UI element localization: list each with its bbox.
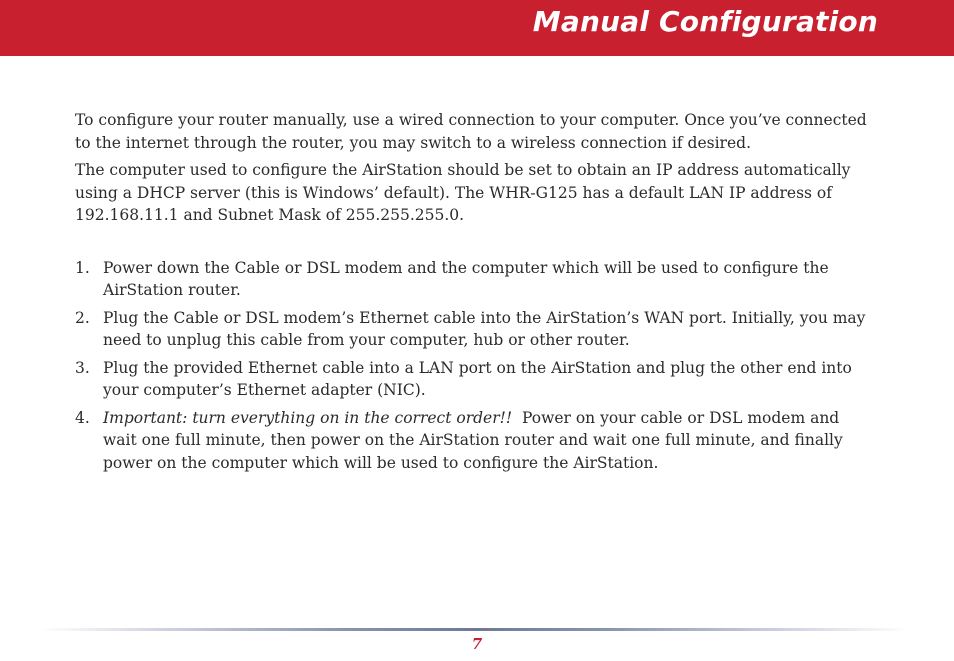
intro-paragraph-1: To configure your router manually, use a wired connection to your computer. Once you’ve connected to the internet through the router, you may switch to a wireless connection if desired. [75, 111, 867, 152]
step-4 [75, 407, 875, 475]
page-title: Manual Configuration [532, 5, 878, 38]
footer-divider [40, 628, 910, 631]
step-important-note: Important: turn everything on in the correct order!! [103, 408, 513, 427]
step-text: Power down the Cable or DSL modem and the computer which will be used to configure the AirStation router. [103, 258, 829, 299]
step-number: 2. [75, 308, 90, 327]
step-number: 1. [75, 258, 90, 277]
step-number: 4. [75, 408, 90, 427]
intro-paragraph-2: The computer used to configure the AirStation should be set to obtain an IP address automatically using a DHCP server (this is Windows’ default). The WHR-G125 has a default LAN IP address of 192.168.11.1 and Subnet Mask of 255.255.255.0. [75, 161, 851, 224]
step-text: Plug the provided Ethernet cable into a LAN port on the AirStation and plug the other end into your computer’s Ethernet adapter (NIC). [103, 358, 852, 399]
step-number: 3. [75, 358, 90, 377]
step-text: Power on your cable or DSL modem and wait one full minute, then power on the AirStation router and wait one full minute, and finally power on the computer which will be used to configure the AirStation. [103, 408, 843, 472]
step-text: Plug the Cable or DSL modem’s Ethernet cable into the AirStation’s WAN port. Initially, you may need to unplug this cable from your computer, hub or other router. [103, 308, 866, 349]
step-3 [75, 357, 875, 402]
page-number: 7 [471, 635, 483, 653]
step-1 [75, 257, 875, 302]
steps-list [75, 257, 875, 475]
step-2 [75, 307, 875, 352]
header-bar [0, 0, 954, 56]
main-content [75, 109, 875, 479]
